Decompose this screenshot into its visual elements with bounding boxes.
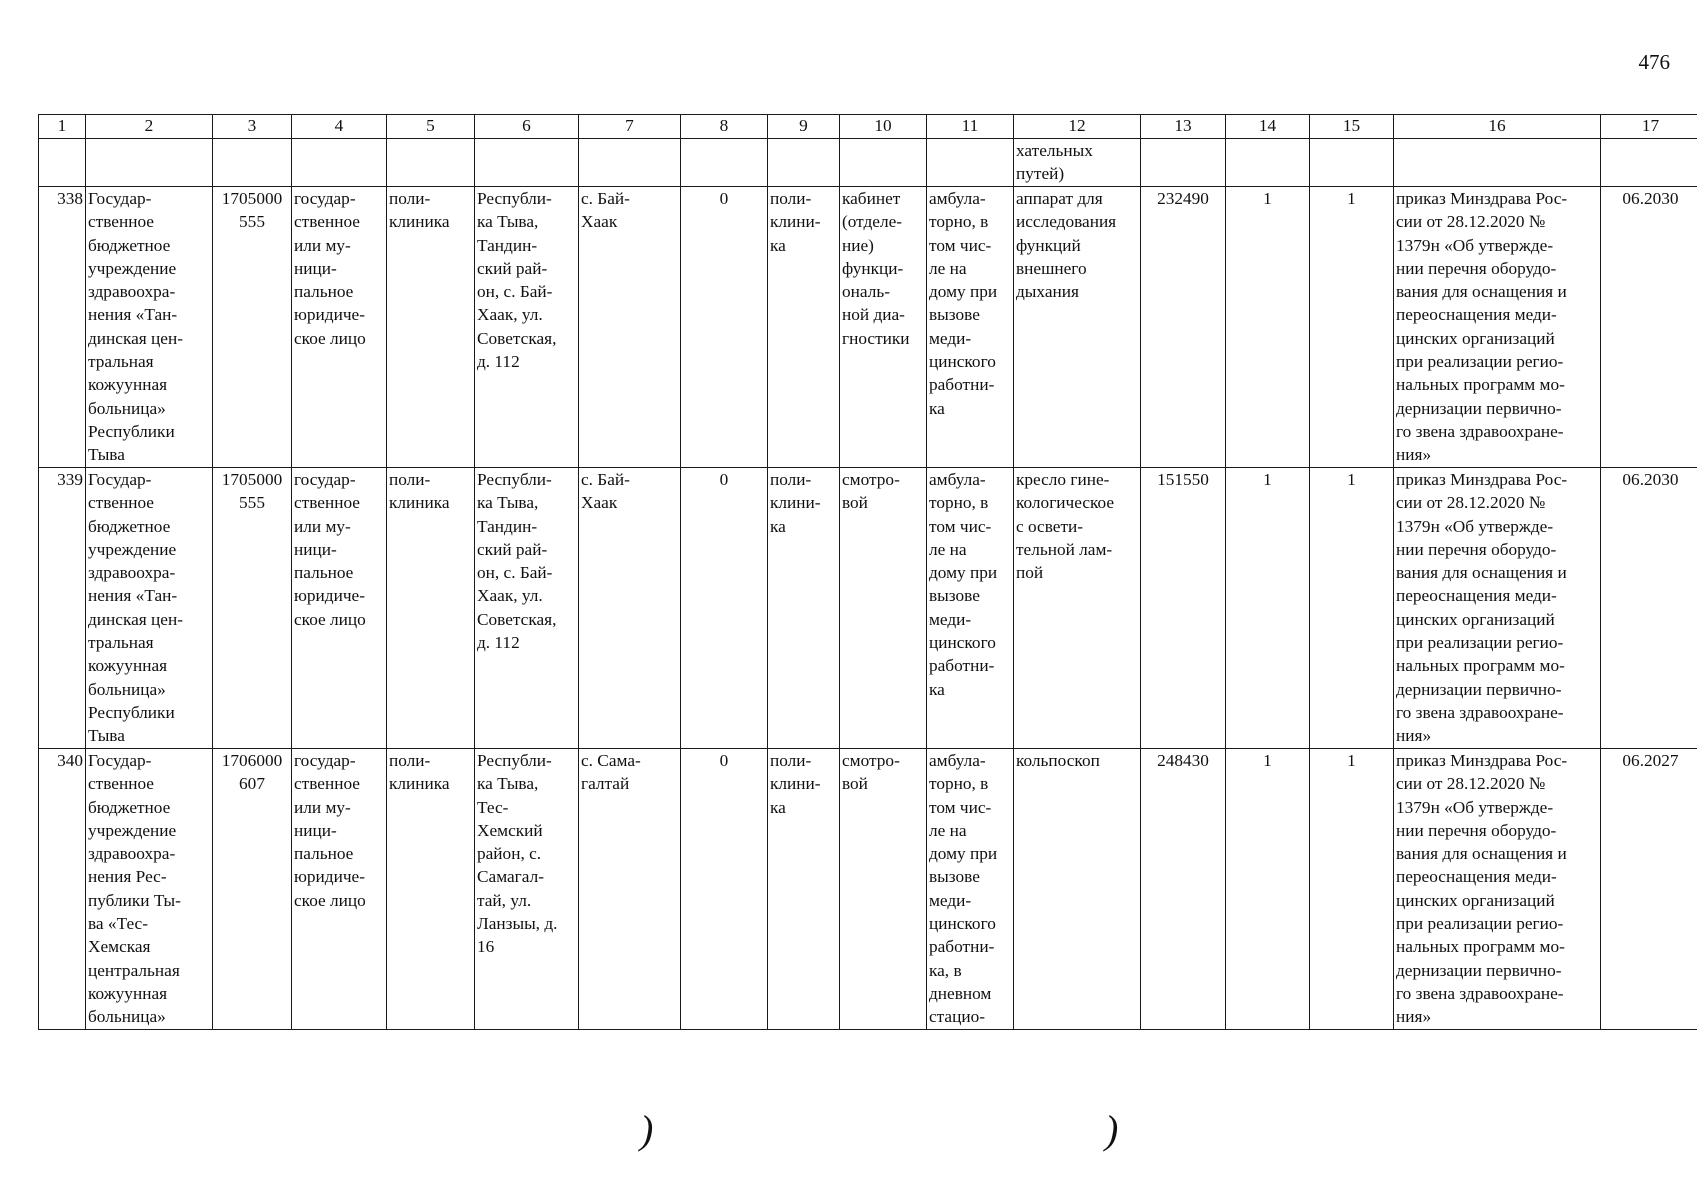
legal-basis: приказ Минздрава Рос- сии от 28.12.2020 № 1379н «Об утвержде- нии перечня оборудо- вания для оснащения и переоснащения меди- цинских организаций при реализации регио- нальных программ мо- дернизации первично- го звена здравоохране- ния» [1394, 749, 1601, 1030]
deadline: 06.2030 [1601, 468, 1697, 749]
locality: с. Бай- Хаак [579, 468, 681, 749]
cost: 248430 [1141, 749, 1226, 1030]
binding-mark: ) [640, 1107, 654, 1152]
cost: 151550 [1141, 468, 1226, 749]
row-number: 340 [39, 749, 86, 1030]
legal-basis: приказ Минздрава Рос- сии от 28.12.2020 № 1379н «Об утвержде- нии перечня оборудо- вания для оснащения и переоснащения меди- цинских организаций при реализации регио- нальных программ мо- дернизации первично- го звена здравоохране- ния» [1394, 187, 1601, 468]
column-header: 15 [1310, 115, 1394, 139]
row-number: 339 [39, 468, 86, 749]
table-cell [475, 139, 579, 187]
column-header: 11 [927, 115, 1014, 139]
unit-type: поли- клиника [387, 187, 475, 468]
equipment: кольпоскоп [1014, 749, 1141, 1030]
organization-name: Государ- ственное бюджетное учреждение здравоохра- нения «Тан- динская цен- тральная кожуунная больница» Республики Тыва [86, 187, 213, 468]
quantity-required: 1 [1226, 468, 1310, 749]
organization-name: Государ- ственное бюджетное учреждение здравоохра- нения Рес- публики Ты- ва «Тес- Хемская центральная кожуунная больница» [86, 749, 213, 1030]
column-header: 7 [579, 115, 681, 139]
column-header: 5 [387, 115, 475, 139]
col8-value: 0 [681, 187, 768, 468]
table-cell [387, 139, 475, 187]
equipment: аппарат для исследования функций внешнего дыхания [1014, 187, 1141, 468]
binding-mark: ) [1105, 1107, 1119, 1152]
department: кабинет (отделе- ние) функци- ональ- ной диа- гностики [840, 187, 927, 468]
table-cell [768, 139, 840, 187]
unit-type: поли- клиника [387, 749, 475, 1030]
table-cell [213, 139, 292, 187]
col8-value: 0 [681, 468, 768, 749]
table-cell [39, 139, 86, 187]
department: смотро- вой [840, 468, 927, 749]
table-cell [1226, 139, 1310, 187]
column-header: 4 [292, 115, 387, 139]
table-cell [1310, 139, 1394, 187]
row-number: 338 [39, 187, 86, 468]
organization-type: государ- ственное или му- ници- пальное юридиче- ское лицо [292, 749, 387, 1030]
column-header: 8 [681, 115, 768, 139]
column-header: 6 [475, 115, 579, 139]
care-conditions: амбула- торно, в том чис- ле на дому при вызове меди- цинского работни- ка, в дневном стацио- [927, 749, 1014, 1030]
column-header: 10 [840, 115, 927, 139]
table-cell [292, 139, 387, 187]
equipment: кресло гине- кологическое с освети- тельной лам- пой [1014, 468, 1141, 749]
column-header: 1 [39, 115, 86, 139]
table-cell [1141, 139, 1226, 187]
table-cell [579, 139, 681, 187]
organization-type: государ- ственное или му- ници- пальное юридиче- ское лицо [292, 468, 387, 749]
unit-type: поли- клиника [387, 468, 475, 749]
column-header: 16 [1394, 115, 1601, 139]
subdivision: поли- клини- ка [768, 187, 840, 468]
care-conditions: амбула- торно, в том чис- ле на дому при вызове меди- цинского работни- ка [927, 468, 1014, 749]
care-conditions: амбула- торно, в том чис- ле на дому при вызове меди- цинского работни- ка [927, 187, 1014, 468]
cost: 232490 [1141, 187, 1226, 468]
column-header: 14 [1226, 115, 1310, 139]
subdivision: поли- клини- ка [768, 749, 840, 1030]
table-row [39, 187, 1697, 468]
quantity-required: 1 [1226, 187, 1310, 468]
organization-code: 1706000 607 [213, 749, 292, 1030]
col8-value: 0 [681, 749, 768, 1030]
quantity-planned: 1 [1310, 187, 1394, 468]
table-cell [840, 139, 927, 187]
deadline: 06.2027 [1601, 749, 1697, 1030]
column-header: 9 [768, 115, 840, 139]
address: Республи- ка Тыва, Тес- Хемский район, с. Самагал- тай, ул. Ланзыы, д. 16 [475, 749, 579, 1030]
column-header: 12 [1014, 115, 1141, 139]
subdivision: поли- клини- ка [768, 468, 840, 749]
table-cell [927, 139, 1014, 187]
column-header: 2 [86, 115, 213, 139]
organization-code: 1705000 555 [213, 468, 292, 749]
column-number-row [39, 115, 1697, 139]
department: смотро- вой [840, 749, 927, 1030]
table-cell [681, 139, 768, 187]
table-cell [1394, 139, 1601, 187]
continuation-row [39, 139, 1697, 187]
table-cell [1601, 139, 1697, 187]
organization-code: 1705000 555 [213, 187, 292, 468]
equipment-continuation: хательных путей) [1014, 139, 1141, 187]
table-cell [86, 139, 213, 187]
deadline: 06.2030 [1601, 187, 1697, 468]
quantity-required: 1 [1226, 749, 1310, 1030]
table-row [39, 749, 1697, 1030]
quantity-planned: 1 [1310, 468, 1394, 749]
table-row [39, 468, 1697, 749]
quantity-planned: 1 [1310, 749, 1394, 1030]
column-header: 13 [1141, 115, 1226, 139]
organization-type: государ- ственное или му- ници- пальное юридиче- ское лицо [292, 187, 387, 468]
organization-name: Государ- ственное бюджетное учреждение здравоохра- нения «Тан- динская цен- тральная кожуунная больница» Республики Тыва [86, 468, 213, 749]
locality: с. Бай- Хаак [579, 187, 681, 468]
column-header: 3 [213, 115, 292, 139]
address: Республи- ка Тыва, Тандин- ский рай- он, с. Бай- Хаак, ул. Советская, д. 112 [475, 187, 579, 468]
column-header: 17 [1601, 115, 1697, 139]
address: Республи- ка Тыва, Тандин- ский рай- он, с. Бай- Хаак, ул. Советская, д. 112 [475, 468, 579, 749]
locality: с. Сама- галтай [579, 749, 681, 1030]
page-number: 476 [1638, 50, 1670, 74]
legal-basis: приказ Минздрава Рос- сии от 28.12.2020 № 1379н «Об утвержде- нии перечня оборудо- вания для оснащения и переоснащения меди- цинских организаций при реализации регио- нальных программ мо- дернизации первично- го звена здравоохране- ния» [1394, 468, 1601, 749]
register-table [38, 114, 1697, 1030]
